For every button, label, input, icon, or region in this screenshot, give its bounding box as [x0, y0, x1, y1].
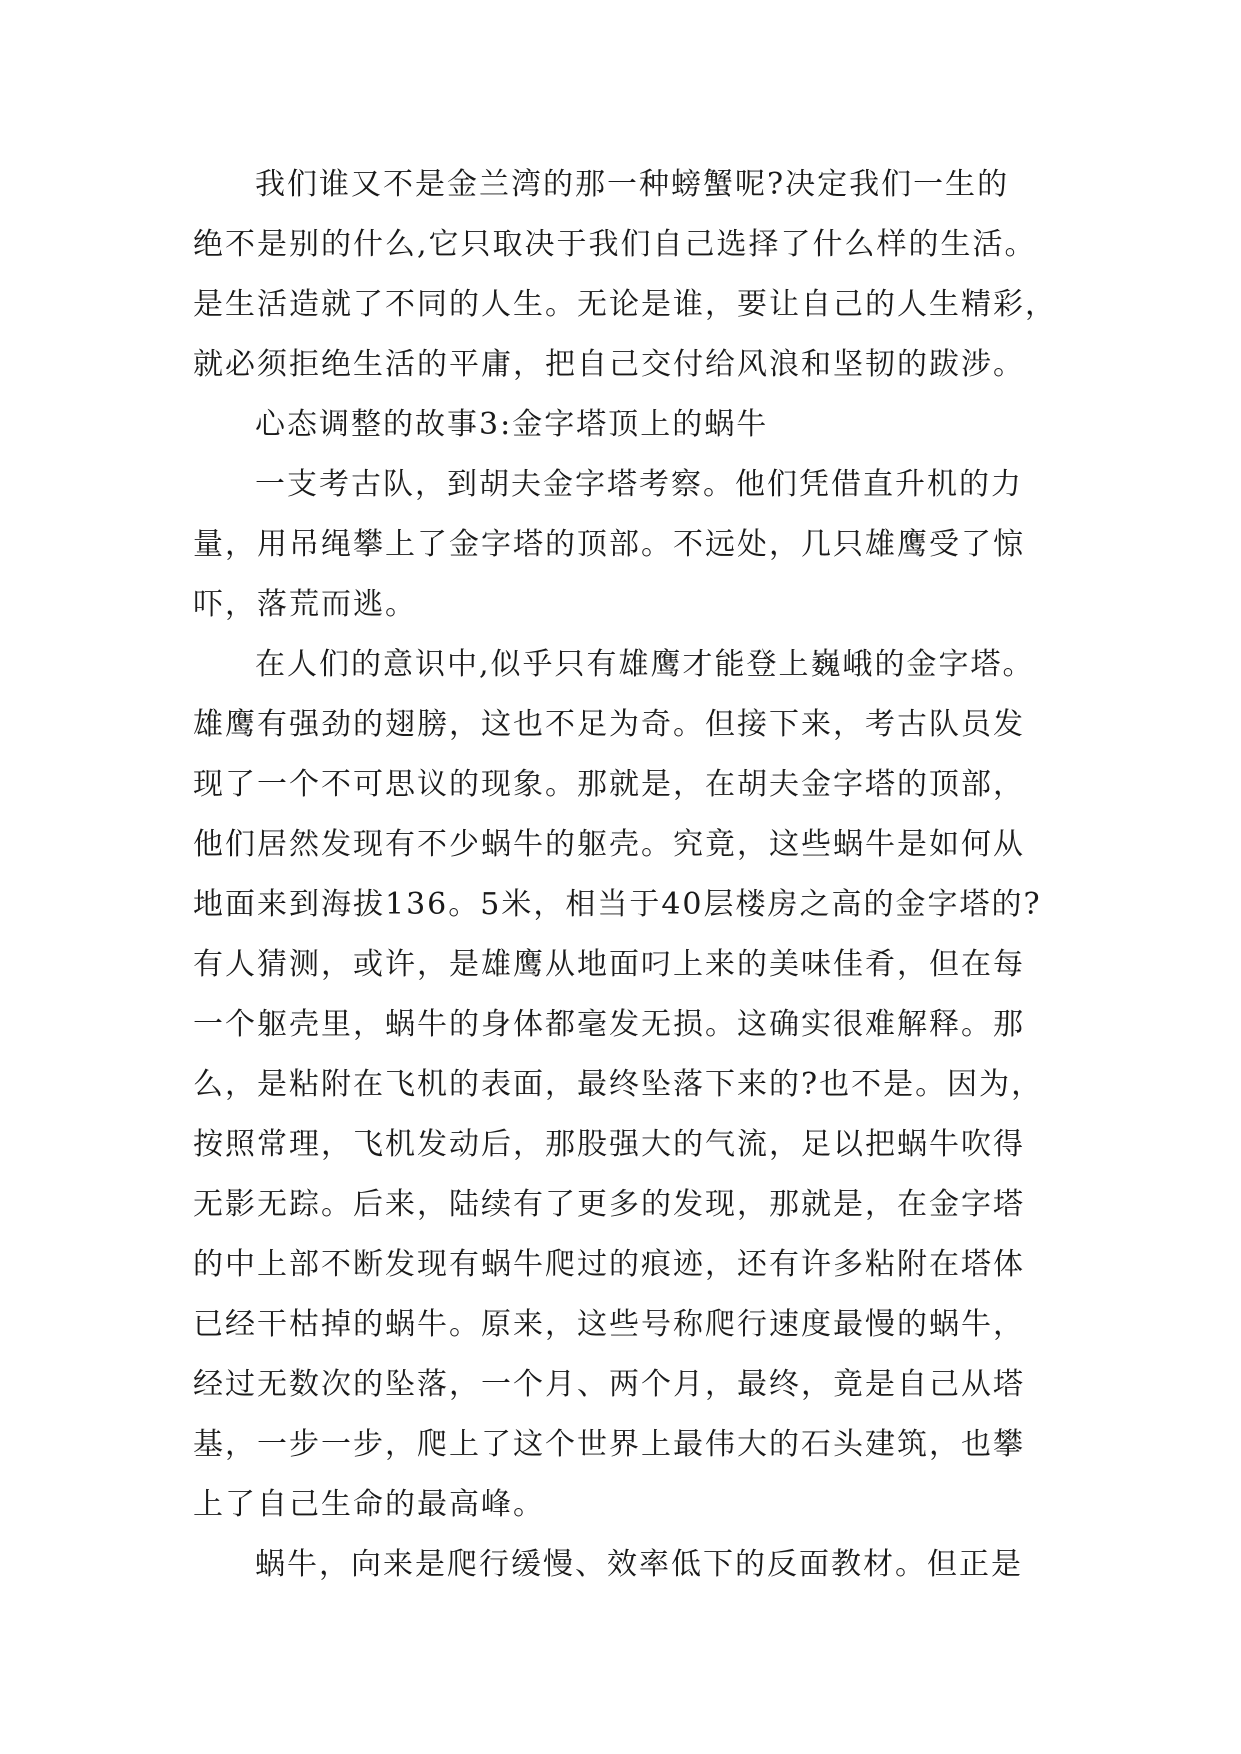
paragraph-line: 蜗牛，向来是爬行缓慢、效率低下的反面教材。但正是: [255, 1547, 1023, 1582]
paragraph-line: 我们谁又不是金兰湾的那一种螃蟹呢?决定我们一生的: [255, 167, 1010, 202]
paragraph-line: 按照常理，飞机发动后，那股强大的气流，足以把蜗牛吹得: [193, 1127, 1025, 1162]
paragraph-line: 在人们的意识中,似乎只有雄鹰才能登上巍峨的金字塔。: [255, 647, 1035, 682]
paragraph-line: 绝不是别的什么,它只取决于我们自己选择了什么样的生活。: [193, 227, 1037, 262]
paragraph-line: 一个躯壳里，蜗牛的身体都毫发无损。这确实很难解释。那: [193, 1007, 1025, 1042]
paragraph-line: 吓，落荒而逃。: [193, 587, 417, 622]
paragraph-line: 一支考古队，到胡夫金字塔考察。他们凭借直升机的力: [255, 467, 1023, 502]
paragraph-line: 经过无数次的坠落，一个月、两个月，最终，竟是自己从塔: [193, 1367, 1025, 1402]
paragraph-line: 么，是粘附在飞机的表面，最终坠落下来的?也不是。因为，: [193, 1067, 1044, 1102]
paragraph-line: 有人猜测，或许，是雄鹰从地面叼上来的美味佳肴，但在每: [193, 947, 1025, 982]
paragraph-line: 雄鹰有强劲的翅膀，这也不足为奇。但接下来，考古队员发: [193, 707, 1025, 742]
paragraph-line: 是生活造就了不同的人生。无论是谁，要让自己的人生精彩，: [193, 287, 1057, 322]
paragraph-line: 上了自己生命的最高峰。: [193, 1487, 545, 1522]
paragraph-line: 他们居然发现有不少蜗牛的躯壳。究竟，这些蜗牛是如何从: [193, 827, 1025, 862]
paragraph-line: 的中上部不断发现有蜗牛爬过的痕迹，还有许多粘附在塔体: [193, 1247, 1025, 1282]
paragraph-line: 已经干枯掉的蜗牛。原来，这些号称爬行速度最慢的蜗牛，: [193, 1307, 1025, 1342]
paragraph-line: 量，用吊绳攀上了金字塔的顶部。不远处，几只雄鹰受了惊: [193, 527, 1025, 562]
paragraph-line: 地面来到海拔136。5米，相当于40层楼房之高的金字塔的?: [193, 887, 1042, 922]
section-heading: 心态调整的故事3:金字塔顶上的蜗牛: [255, 407, 769, 442]
paragraph-line: 无影无踪。后来，陆续有了更多的发现，那就是，在金字塔: [193, 1187, 1025, 1222]
paragraph-line: 基，一步一步，爬上了这个世界上最伟大的石头建筑，也攀: [193, 1427, 1025, 1462]
paragraph-line: 就必须拒绝生活的平庸，把自己交付给风浪和坚韧的跋涉。: [193, 347, 1025, 382]
paragraph-line: 现了一个不可思议的现象。那就是，在胡夫金字塔的顶部，: [193, 767, 1025, 802]
